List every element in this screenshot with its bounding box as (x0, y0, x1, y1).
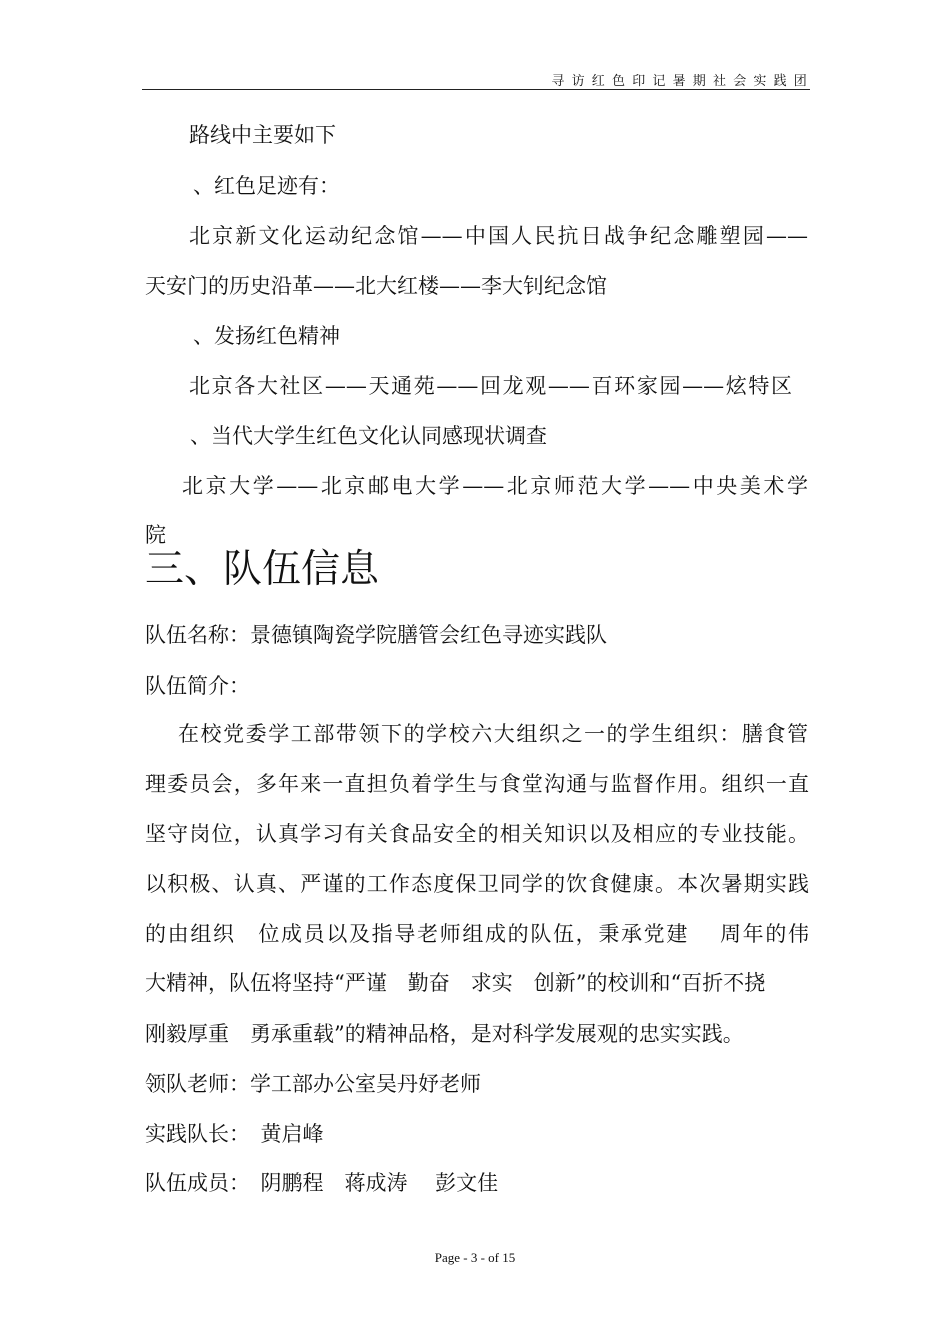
header-title: 寻访红色印记暑期社会实践团 (551, 74, 814, 89)
team-name: 队伍名称：景德镇陶瓷学院膳管会红色寻迹实践队 (145, 623, 607, 647)
team-members: 队伍成员： 阴鹏程 蒋成涛 彭文佳 (145, 1171, 499, 1195)
route-item-2-line-1: 北京各大社区——天通苑——回龙观——百环家园——炫特区 (189, 374, 792, 398)
intro-paragraph-line: 坚守岗位，认真学习有关食品安全的相关知识以及相应的专业技能。 (145, 822, 809, 846)
route-item-1-line-1: 北京新文化运动纪念馆——中国人民抗日战争纪念雕塑园—— (189, 224, 808, 248)
page-number: Page - 3 - of 15 (434, 1250, 516, 1265)
route-item-3-title: 、当代大学生红色文化认同感现状调查 (190, 424, 547, 448)
intro-paragraph-line: 的由组织 位成员以及指导老师组成的队伍，秉承党建 周年的伟 (145, 922, 809, 946)
team-intro-label: 队伍简介： (145, 674, 250, 698)
intro-paragraph-line: 以积极、认真、严谨的工作态度保卫同学的饮食健康。本次暑期实践 (145, 872, 809, 896)
page-header (142, 70, 814, 90)
leader-teacher: 领队老师：学工部办公室吴丹妤老师 (145, 1072, 481, 1096)
route-item-1-line-2: 天安门的历史沿革——北大红楼——李大钊纪念馆 (145, 274, 607, 298)
route-item-3-line-2: 院 (145, 523, 166, 547)
route-item-1-title: 、红色足迹有： (193, 174, 340, 198)
intro-paragraph-line: 刚毅厚重 勇承重载”的精神品格，是对科学发展观的忠实实践。 (145, 1022, 744, 1046)
intro-paragraph-line: 在校党委学工部带领下的学校六大组织之一的学生组织：膳食管 (178, 722, 808, 746)
route-item-3-line-1: 北京大学——北京邮电大学——北京师范大学——中央美术学 (182, 474, 808, 498)
route-intro: 路线中主要如下 (189, 123, 336, 147)
intro-paragraph-line: 理委员会，多年来一直担负着学生与食堂沟通与监督作用。组织一直 (145, 772, 809, 796)
team-captain: 实践队长： 黄启峰 (145, 1122, 324, 1146)
section-heading: 三、队伍信息 (145, 547, 380, 592)
route-item-2-title: 、发扬红色精神 (193, 324, 340, 348)
intro-paragraph-line: 大精神，队伍将坚持“严谨 勤奋 求实 创新”的校训和“百折不挠 (145, 971, 766, 995)
